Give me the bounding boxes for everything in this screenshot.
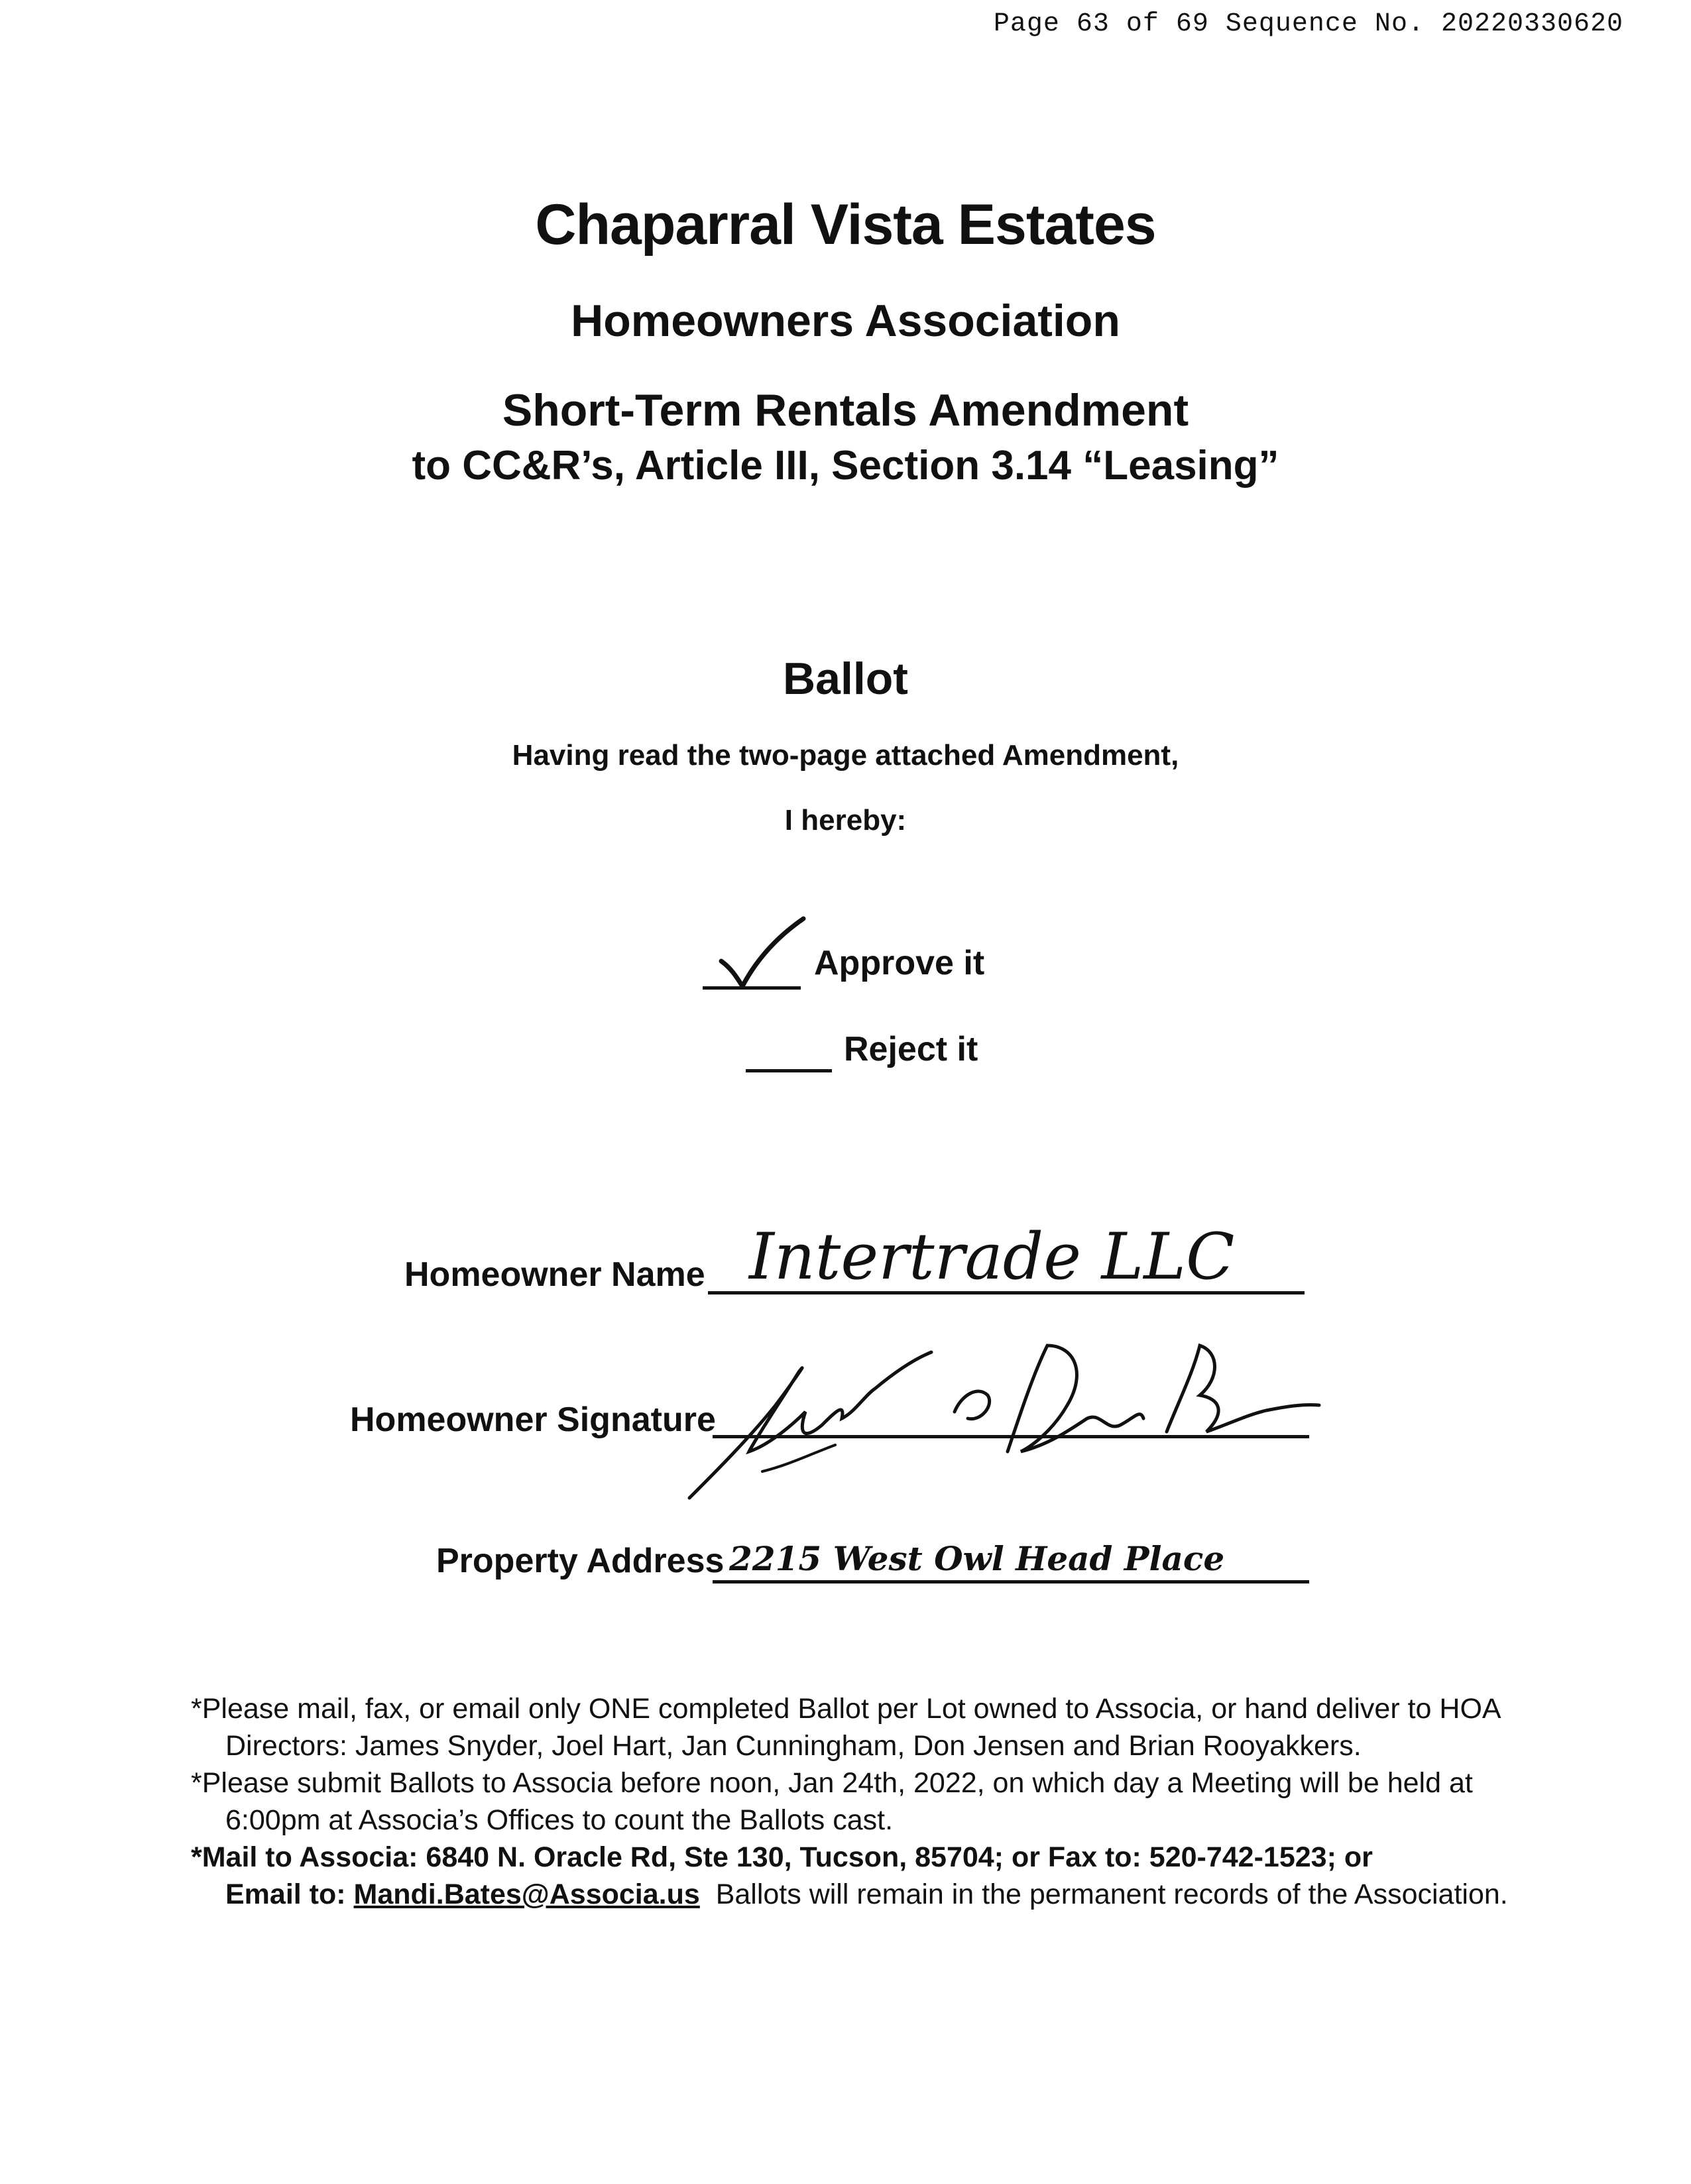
instruction-meeting: 6:00pm at Associa’s Offices to count the Ballots cast. [225,1804,894,1836]
amendment-title: Short-Term Rentals Amendment [502,385,1189,435]
property-address-line [713,1580,1309,1583]
reject-option[interactable] [746,1024,1011,1090]
amendment-reference: to CC&R’s, Article III, Section 3.14 “Leasing” [412,443,1279,489]
approve-option[interactable] [703,915,1008,994]
email-label: Email to: [225,1878,354,1910]
instruction-mail-fax: *Mail to Associa: 6840 N. Oracle Rd, Ste 130, Tucson, 85704; or Fax to: 520-742-1523; or [191,1841,1373,1873]
homeowner-name-label: Homeowner Name [404,1255,705,1294]
homeowner-signature-image[interactable] [676,1332,1326,1505]
ballot-intro-hereby: I hereby: [784,804,907,836]
records-note: Ballots will remain in the permanent records of the Association. [699,1878,1508,1910]
reject-blank [746,1069,832,1072]
instruction-email [191,1876,1517,1913]
approve-label: Approve it [814,944,985,982]
page-sequence-stamp: Page 63 of 69 Sequence No. 20220330620 [993,9,1623,39]
check-mark-icon [716,915,809,994]
ballot-intro: Having read the two-page attached Amendment, [512,739,1179,772]
instruction-delivery: *Please mail, fax, or email only ONE completed Ballot per Lot owned to Associa, or hand deliver to HOA [191,1693,1501,1725]
property-address-value[interactable]: 2215 West Owl Head Place [729,1539,1225,1578]
instruction-deadline: *Please submit Ballots to Associa before noon, Jan 24th, 2022, on which day a Meeting will be held at [191,1767,1473,1799]
association-name: Chaparral Vista Estates [535,193,1156,257]
instruction-directors: Directors: James Snyder, Joel Hart, Jan Cunningham, Don Jensen and Brian Rooyakkers. [225,1730,1362,1762]
email-link[interactable]: Mandi.Bates@Associa.us [353,1878,700,1910]
homeowner-name-value[interactable]: Intertrade LLC [749,1220,1235,1294]
ballot-instructions [191,1690,1517,1913]
homeowner-signature-label: Homeowner Signature [350,1401,716,1439]
association-type: Homeowners Association [571,296,1120,346]
property-address-label: Property Address [436,1542,725,1580]
ballot-heading: Ballot [783,654,908,704]
reject-label: Reject it [844,1030,978,1068]
